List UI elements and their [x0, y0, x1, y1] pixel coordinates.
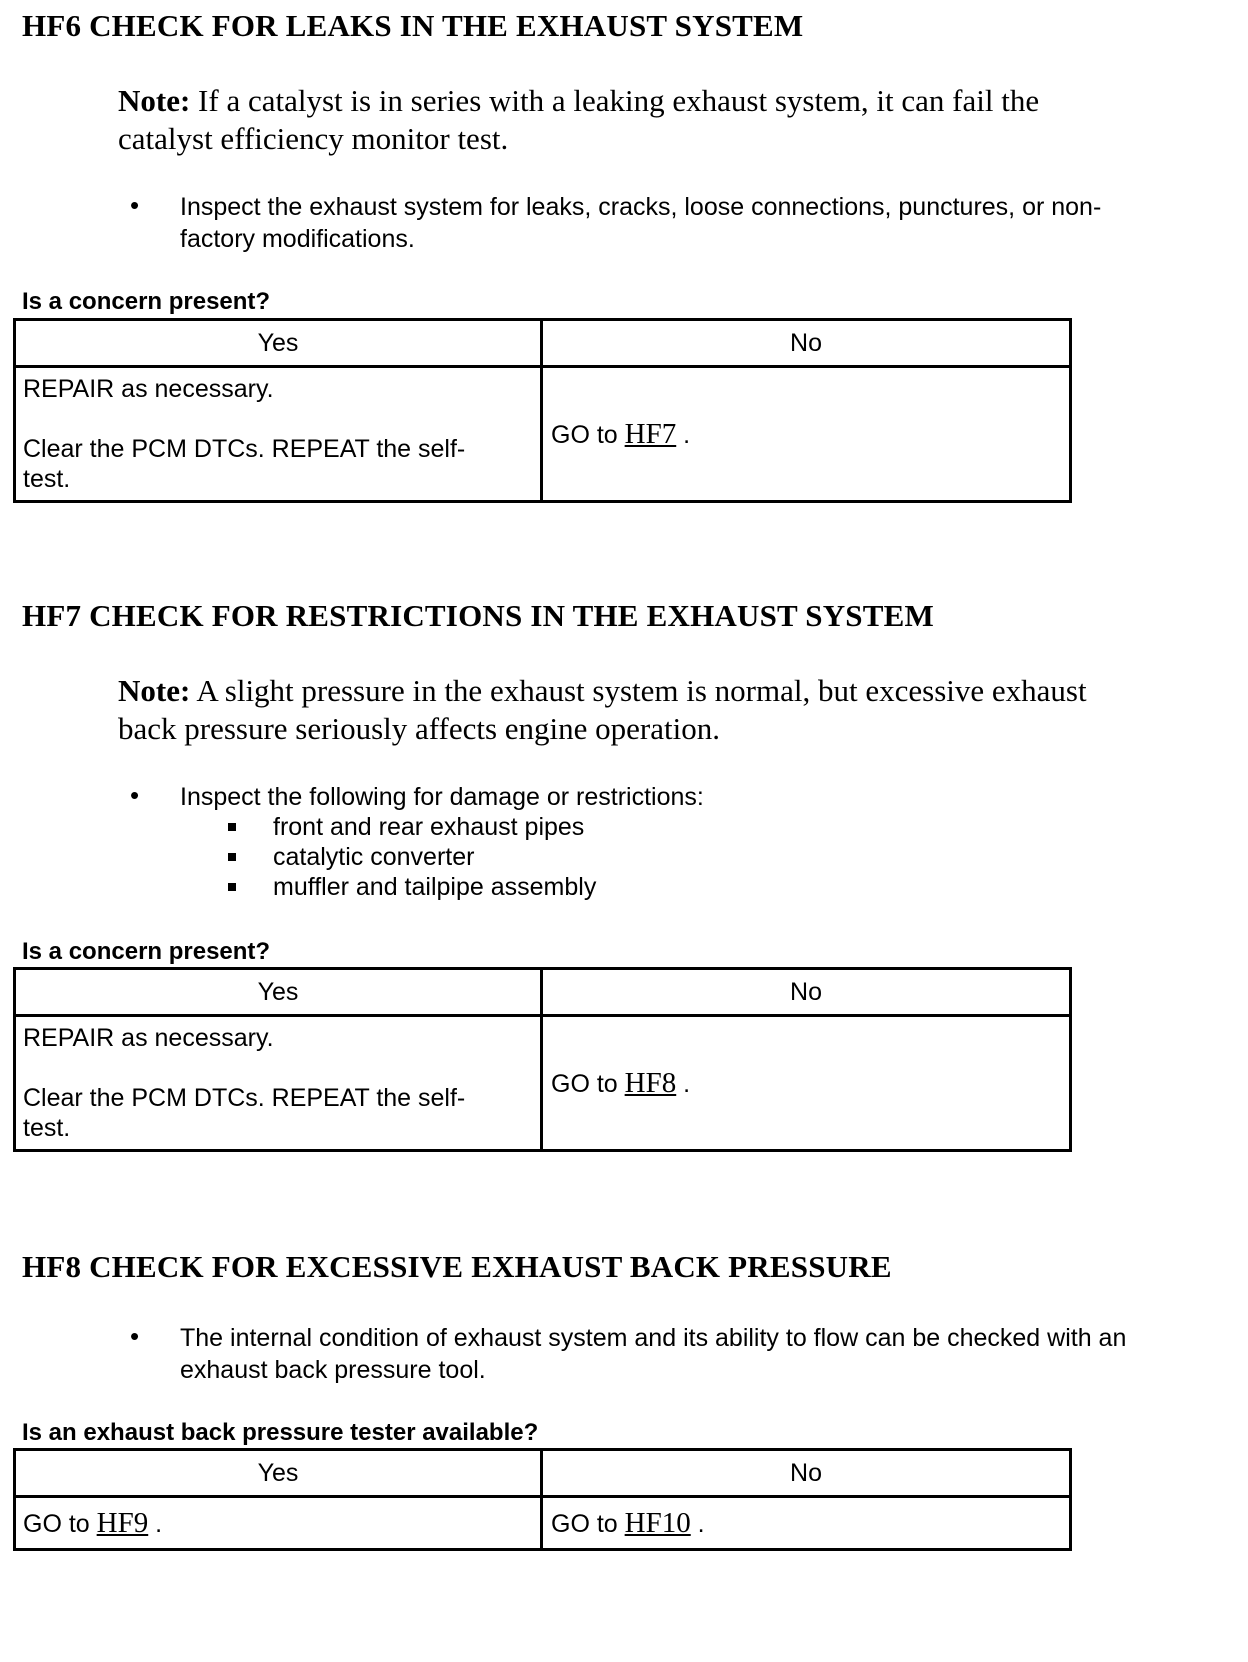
hf6-no-header: No: [542, 320, 1071, 367]
square-bullet-icon: [228, 853, 236, 861]
hf7-yes-line2: Clear the PCM DTCs. REPEAT the self-test.: [23, 1084, 466, 1142]
hf6-note-text: If a catalyst is in series with a leaking exhaust system, it can fail the catalyst efficiency monitor test.: [118, 83, 1040, 156]
hf6-note-label: Note:: [118, 83, 191, 118]
square-bullet-icon: [228, 883, 236, 891]
hf8-yes-suffix: .: [148, 1509, 163, 1538]
square-bullet-icon: [228, 823, 236, 831]
hf7-question: Is a concern present?: [22, 938, 271, 965]
hf6-no-cell: [542, 367, 1071, 502]
hf6-yes-line2: Clear the PCM DTCs. REPEAT the self-test.: [23, 435, 466, 493]
hf8-yes-cell: [15, 1497, 542, 1550]
bullet-icon: •: [130, 190, 140, 220]
hf6-no-suffix: .: [676, 420, 691, 449]
hf7-bullet-text: Inspect the following for damage or restrictions:: [180, 783, 704, 811]
hf8-answer-table: [13, 1448, 1072, 1551]
hf8-yes-prefix: GO to: [23, 1509, 97, 1538]
hf7-no-cell: [542, 1016, 1071, 1151]
hf6-bullet-text: Inspect the exhaust system for leaks, cracks, loose connections, punctures, or non-factory modifications.: [180, 193, 1102, 253]
hf6-yes-header: Yes: [15, 320, 542, 367]
hf6-note: [118, 82, 1118, 158]
hf8-link-hf9[interactable]: HF9: [96, 1506, 149, 1539]
hf6-question: Is a concern present?: [22, 288, 271, 315]
hf8-link-hf10[interactable]: HF10: [624, 1506, 691, 1539]
hf8-no-suffix: .: [690, 1509, 705, 1538]
hf7-note-label: Note:: [118, 673, 191, 708]
hf6-yes-line1: REPAIR as necessary.: [23, 375, 274, 403]
bullet-icon: •: [130, 780, 140, 810]
hf7-sub-item: catalytic converter: [273, 843, 475, 871]
hf7-sub-item: front and rear exhaust pipes: [273, 813, 585, 841]
hf6-no-prefix: GO to: [551, 420, 625, 449]
hf8-question: Is an exhaust back pressure tester available?: [22, 1419, 539, 1446]
hf6-title: HF6 CHECK FOR LEAKS IN THE EXHAUST SYSTEM: [22, 8, 804, 43]
hf6-link-hf7[interactable]: HF7: [624, 417, 677, 450]
hf7-yes-cell: [15, 1016, 542, 1151]
hf7-link-hf8[interactable]: HF8: [624, 1066, 677, 1099]
hf7-yes-line1: REPAIR as necessary.: [23, 1024, 274, 1052]
hf7-note: [118, 672, 1148, 748]
hf7-yes-header: Yes: [15, 969, 542, 1016]
hf7-note-text: A slight pressure in the exhaust system is normal, but excessive exhaust back pressure seriously affects engine operation.: [118, 673, 1087, 746]
bullet-icon: •: [130, 1321, 140, 1351]
hf8-no-cell: [542, 1497, 1071, 1550]
hf7-no-suffix: .: [676, 1069, 691, 1098]
hf8-no-prefix: GO to: [551, 1509, 625, 1538]
hf8-yes-header: Yes: [15, 1450, 542, 1497]
hf7-no-prefix: GO to: [551, 1069, 625, 1098]
hf7-answer-table: [13, 967, 1072, 1152]
hf7-no-header: No: [542, 969, 1071, 1016]
hf8-title: HF8 CHECK FOR EXCESSIVE EXHAUST BACK PRESSURE: [22, 1249, 892, 1284]
hf7-title: HF7 CHECK FOR RESTRICTIONS IN THE EXHAUST SYSTEM: [22, 598, 934, 633]
hf6-answer-table: [13, 318, 1072, 503]
hf6-yes-cell: [15, 367, 542, 502]
hf8-no-header: No: [542, 1450, 1071, 1497]
hf7-sub-item: muffler and tailpipe assembly: [273, 873, 597, 901]
hf8-bullet-text: The internal condition of exhaust system and its ability to flow can be checked with an exhaust back pressure tool.: [180, 1324, 1127, 1384]
